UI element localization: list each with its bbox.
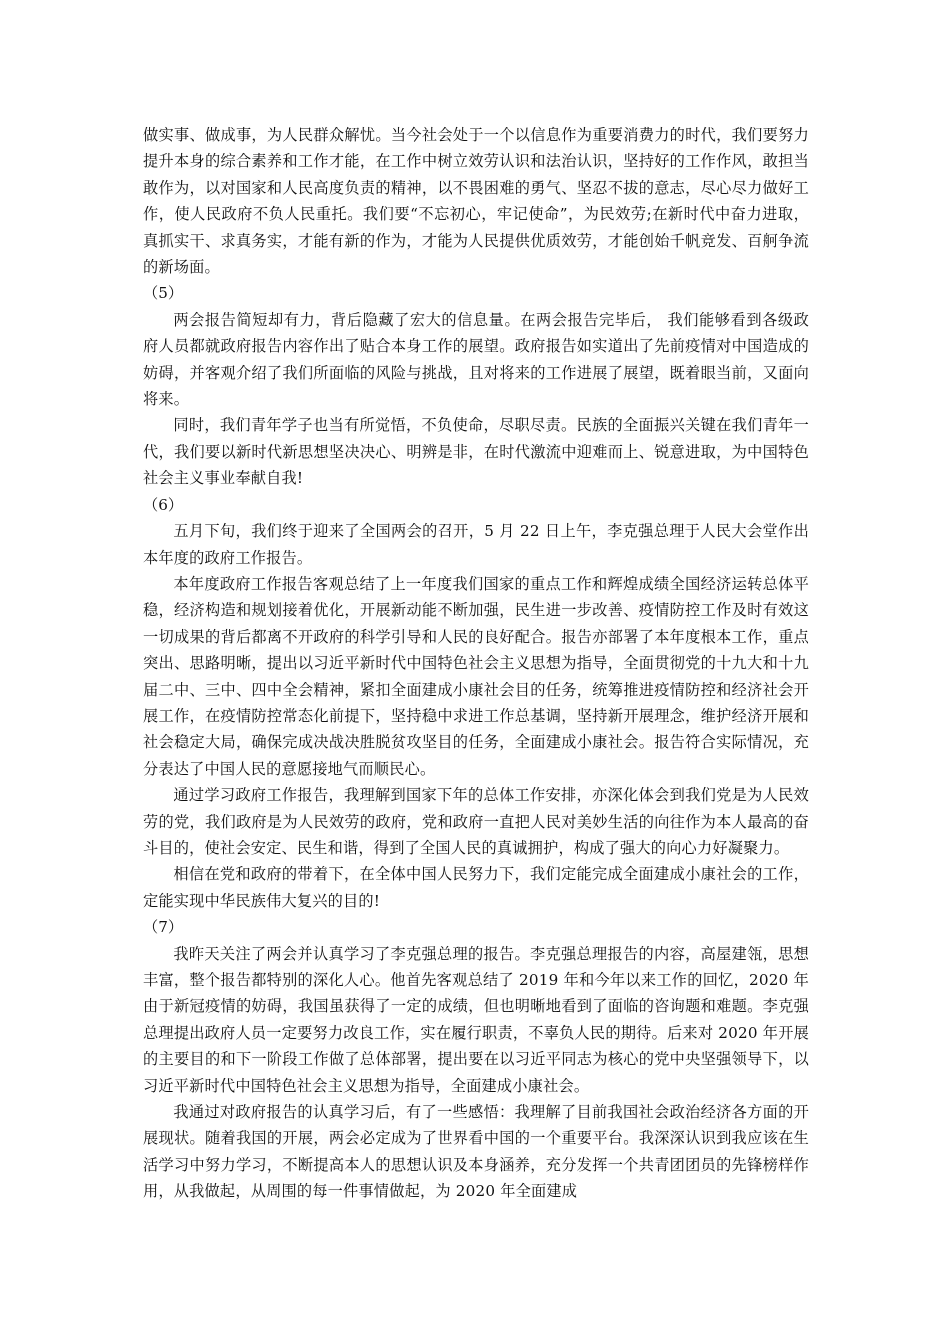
paragraph: 五月下旬，我们终于迎来了全国两会的召开，5 月 22 日上午，李克强总理于人民大会堂作出本年度的政府工作报告。 bbox=[143, 522, 809, 567]
paragraph: 本年度政府工作报告客观总结了上一年度我们国家的重点工作和辉煌成绩全国经济运转总体平稳，经济构造和规划接着优化，开展新动能不断加强，民生进一步改善、疫情防控工作及时有效这一切成果的背后都离不开政府的科学引导和人民的良好配合。报告亦部署了本年度根本工作，重点突出、思路明晰，提出以习近平新时代中国特色社会主义思想为指导，全面贯彻党的十九大和十九届二中、三中、四中全会精神，紧扣全面建成小康社会目的任务，统筹推进疫情防控和经济社会开展工作，在疫情防控常态化前提下，坚持稳中求进工作总基调，坚持新开展理念，维护经济开展和社会稳定大局，确保完成决战决胜脱贫攻坚目的任务，全面建成小康社会。报告符合实际情况，充分表达了中国人民的意愿接地气而顺民心。 bbox=[143, 574, 809, 778]
paragraph: 通过学习政府工作报告，我理解到国家下年的总体工作安排，亦深化体会到我们党是为人民效劳的党，我们政府是为人民效劳的政府，党和政府一直把人民对美妙生活的向往作为本人最高的奋斗目的，使社会安定、民生和谐，得到了全国人民的真诚拥护，构成了强大的向心力好凝聚力。 bbox=[143, 786, 809, 857]
paragraph: 两会报告简短却有力，背后隐藏了宏大的信息量。在两会报告完毕后， 我们能够看到各级政府人员都就政府报告内容作出了贴合本身工作的展望。政府报告如实道出了先前疫情对中国造成的妨碍，并客观介绍了我们所面临的风险与挑战，且对将来的工作进展了展望，既着眼当前，又面向将来。 bbox=[143, 310, 809, 409]
paragraph: 我通过对政府报告的认真学习后，有了一些感悟：我理解了目前我国社会政治经济各方面的开展现状。随着我国的开展，两会必定成为了世界看中国的一个重要平台。我深深认识到我应该在生活学习中努力学习，不断提高本人的思想认识及本身涵养，充分发挥一个共青团团员的先锋榜样作用，从我做起，从周围的每一件事情做起，为 2020 年全面建成 bbox=[143, 1103, 809, 1201]
section-number: （6） bbox=[143, 495, 184, 514]
section-number: （7） bbox=[143, 918, 184, 937]
paragraph: 同时，我们青年学子也当有所觉悟，不负使命，尽职尽责。民族的全面振兴关键在我们青年一代，我们要以新时代新思想坚决决心、明辨是非，在时代激流中迎难而上、锐意进取，为中国特色社会主义事业奉献自我! bbox=[143, 416, 809, 488]
paragraph: 我昨天关注了两会并认真学习了李克强总理的报告。李克强总理报告的内容，高屋建瓴，思想丰富，整个报告都特别的深化人心。他首先客观总结了 2019 年和今年以来工作的回忆，2020 年由于新冠疫情的妨碍，我国虽获得了一定的成绩，但也明晰地看到了面临的咨询题和难题。李克强总理提出政府人员一定要努力改良工作，实在履行职责，不辜负人民的期待。后来对 2020 年开展的主要目的和下一阶段工作做了总体部署，提出要在以习近平同志为核心的党中央坚强领导下，以习近平新时代中国特色社会主义思想为指导，全面建成小康社会。 bbox=[143, 944, 809, 1095]
section-number: （5） bbox=[143, 284, 184, 303]
paragraph: 相信在党和政府的带着下，在全体中国人民努力下，我们定能完成全面建成小康社会的工作，定能实现中华民族伟大复兴的目的! bbox=[143, 865, 809, 910]
paragraph: 做实事、做成事，为人民群众解忧。当今社会处于一个以信息作为重要消费力的时代，我们要努力提升本身的综合素养和工作才能，在工作中树立效劳认识和法治认识，坚持好的工作作风，敢担当敢作为，以对国家和人民高度负责的精神，以不畏困难的勇气、坚忍不拔的意志，尽心尽力做好工作，使人民政府不负人民重托。我们要“不忘初心，牢记使命”，为民效劳;在新时代中奋力进取，真抓实干、求真务实，才能有新的作为，才能为人民提供优质效劳，才能创始千帆竞发、百舸争流的新场面。 bbox=[143, 126, 809, 277]
document-body bbox=[143, 122, 809, 1205]
